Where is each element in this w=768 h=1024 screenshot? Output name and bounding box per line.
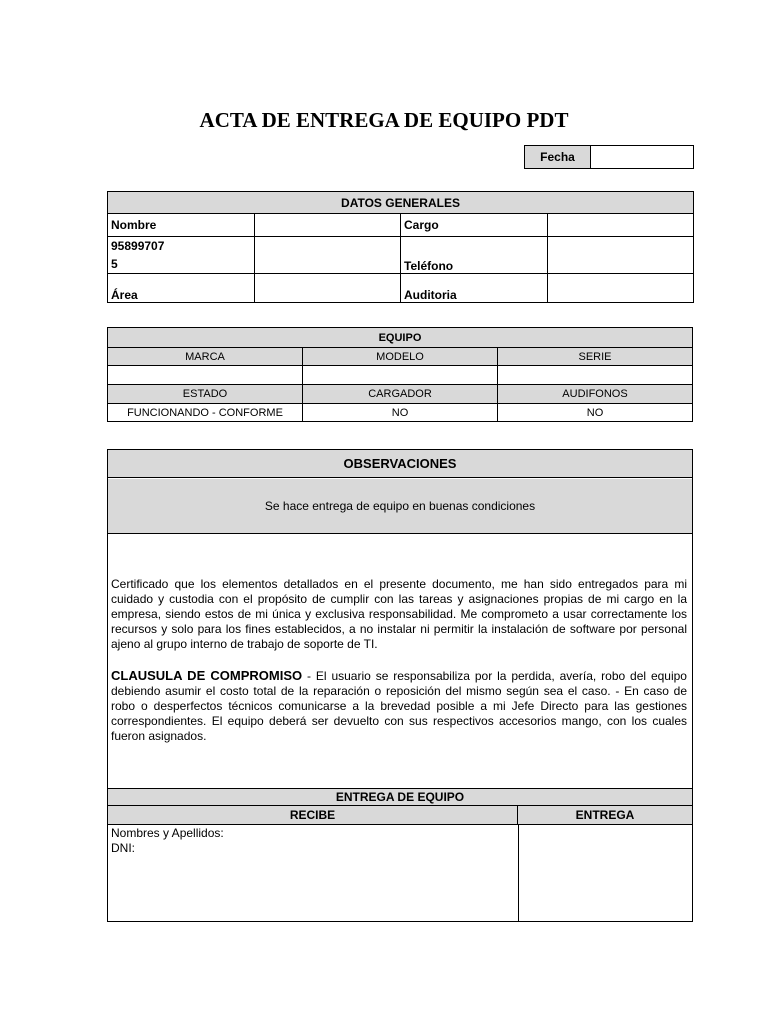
observaciones-header: OBSERVACIONES bbox=[108, 450, 692, 478]
auditoria-label: Auditoria bbox=[401, 274, 548, 303]
telefono-label: Teléfono bbox=[401, 237, 548, 274]
area-field[interactable] bbox=[254, 274, 401, 303]
id-number-line1: 95899707 bbox=[111, 239, 165, 253]
estado-header: ESTADO bbox=[108, 385, 303, 404]
modelo-header: MODELO bbox=[303, 348, 498, 366]
dni-label: DNI: bbox=[111, 841, 135, 855]
nombre-label: Nombre bbox=[108, 214, 255, 237]
modelo-field[interactable] bbox=[303, 366, 498, 385]
telefono-field[interactable] bbox=[547, 237, 694, 274]
equipo-header: EQUIPO bbox=[108, 328, 693, 348]
cargador-header: CARGADOR bbox=[303, 385, 498, 404]
id-number-cell bbox=[108, 237, 255, 274]
fecha-table bbox=[524, 145, 694, 169]
clausula-paragraph bbox=[111, 668, 687, 744]
cargador-value: NO bbox=[303, 404, 498, 422]
area-label: Área bbox=[108, 274, 255, 303]
document-title: ACTA DE ENTREGA DE EQUIPO PDT bbox=[199, 108, 569, 132]
observaciones-text: Se hace entrega de equipo en buenas condiciones bbox=[108, 479, 692, 534]
serie-field[interactable] bbox=[498, 366, 693, 385]
auditoria-field[interactable] bbox=[547, 274, 694, 303]
id-field[interactable] bbox=[254, 237, 401, 274]
recibe-fields bbox=[111, 826, 224, 856]
datos-generales-table bbox=[107, 191, 694, 303]
certificado-paragraph: Certificado que los elementos detallados en el presente documento, me han sido entregados para mi cuidado y custodia con el propósito de cumplir con las tareas y asignaciones propias de mi cargo en la empresa, siendo estos de mi única y exclusiva responsabilidad. Me comprometo a usar correctamente los recursos y solo para los fines establecidos, a no instalar ni permitir la instalación de software por personal ajeno al grupo interno de trabajo de soporte de TI. bbox=[111, 577, 687, 651]
audifonos-value: NO bbox=[498, 404, 693, 422]
audifonos-header: AUDIFONOS bbox=[498, 385, 693, 404]
marca-field[interactable] bbox=[108, 366, 303, 385]
clausula-text: - El usuario se responsabiliza por la perdida, avería, robo del equipo debiendo asumir el costo total de la reparación o reposición del mismo según sea el caso. - En caso de robo o desperfectos técnicos comunicarse a la brevedad posible a mi Jefe Directo para las gestiones correspondientes. El equipo deberá ser devuelto con sus respectivos accesorios mango, con los cuales fueron asignados. bbox=[111, 669, 687, 743]
entrega-equipo-header: ENTREGA DE EQUIPO bbox=[108, 788, 692, 806]
id-number-line2: 5 bbox=[111, 257, 118, 271]
equipo-table bbox=[107, 327, 693, 422]
nombres-apellidos-label: Nombres y Apellidos: bbox=[111, 826, 224, 840]
entrega-header: ENTREGA bbox=[518, 806, 692, 825]
fecha-label: Fecha bbox=[525, 146, 591, 169]
signature-divider bbox=[518, 825, 519, 921]
nombre-field[interactable] bbox=[254, 214, 401, 237]
marca-header: MARCA bbox=[108, 348, 303, 366]
cargo-label: Cargo bbox=[401, 214, 548, 237]
estado-value: FUNCIONANDO - CONFORME bbox=[108, 404, 303, 422]
recibe-header: RECIBE bbox=[108, 806, 518, 825]
datos-generales-header: DATOS GENERALES bbox=[108, 192, 694, 214]
clausula-label: CLAUSULA DE COMPROMISO bbox=[111, 668, 303, 683]
fecha-field[interactable] bbox=[591, 146, 694, 169]
cargo-field[interactable] bbox=[547, 214, 694, 237]
serie-header: SERIE bbox=[498, 348, 693, 366]
